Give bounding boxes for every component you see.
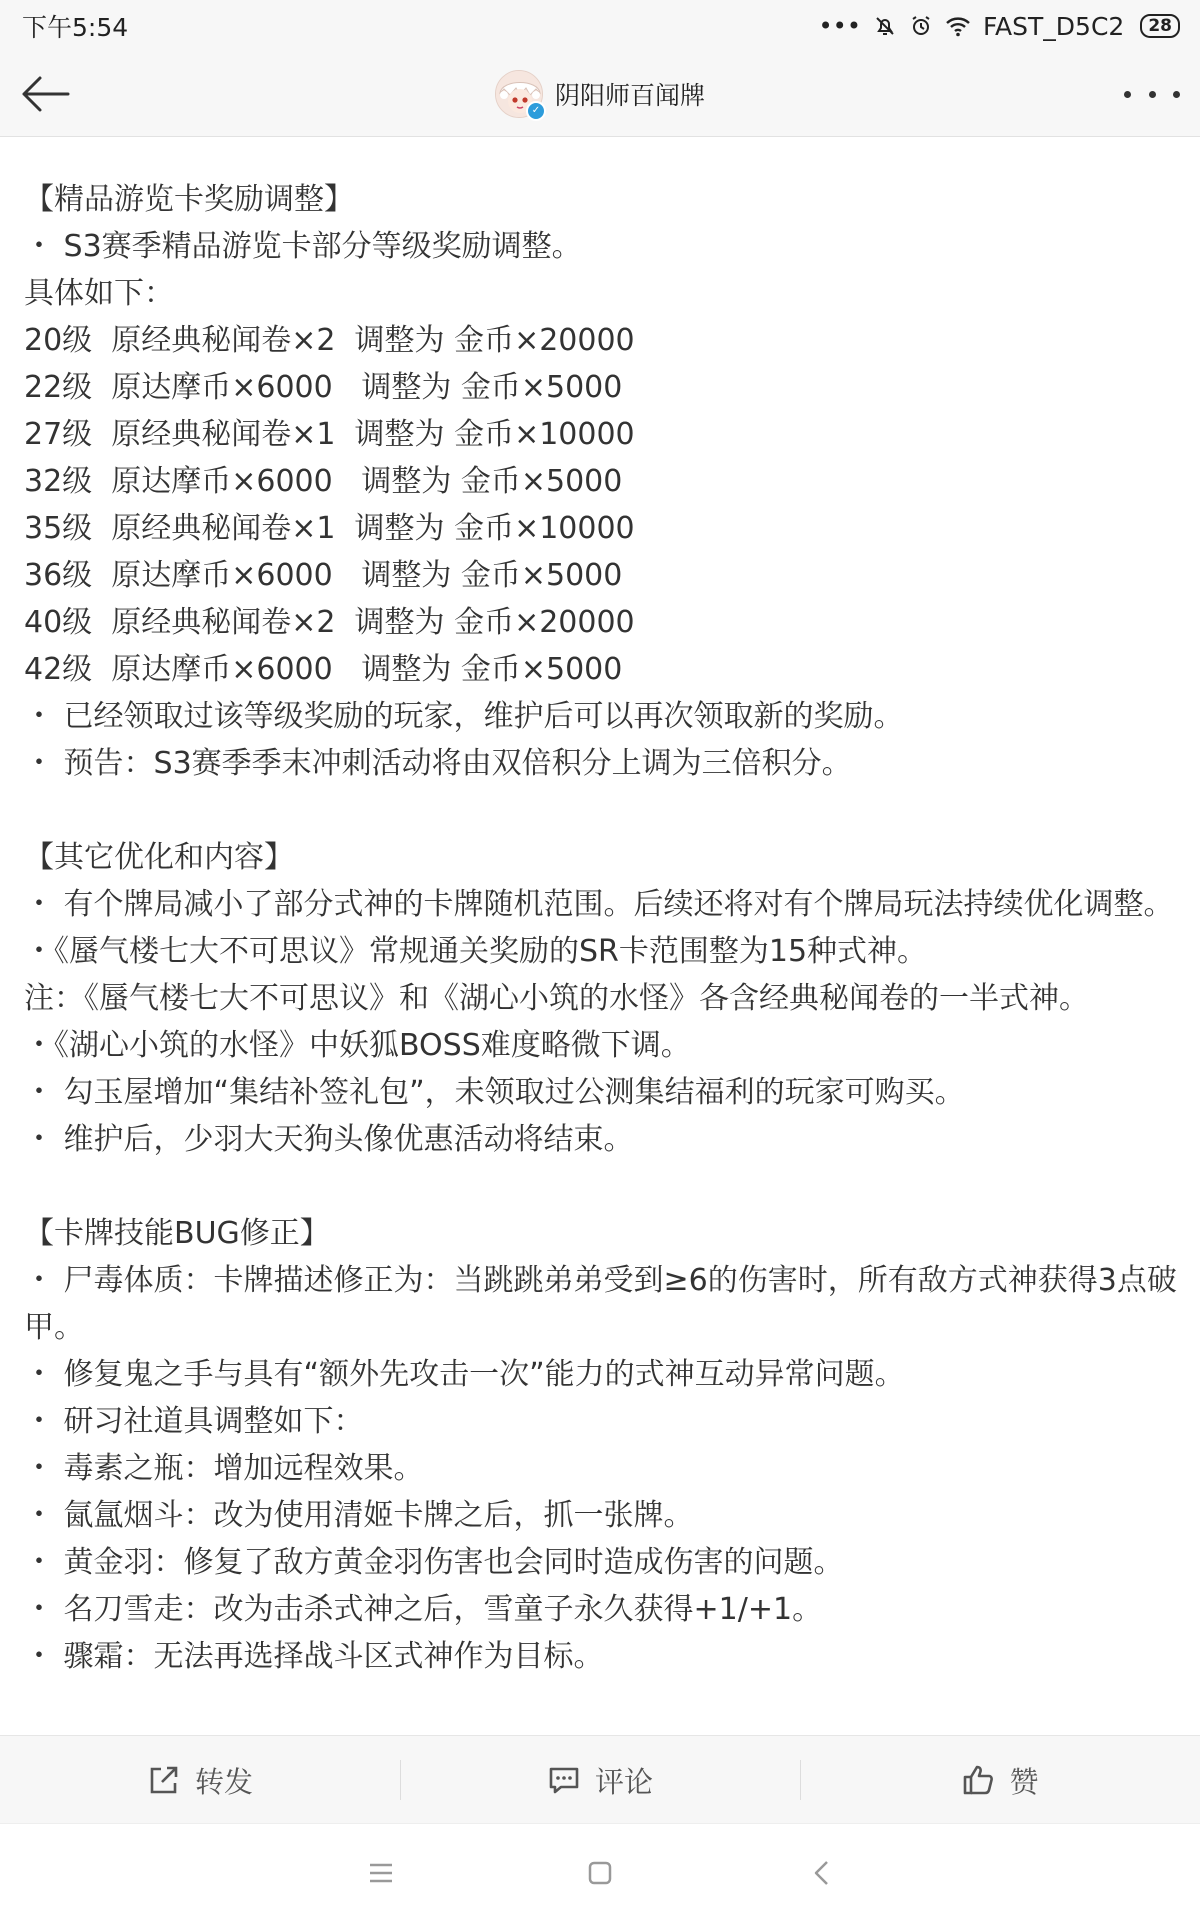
home-icon — [575, 1848, 625, 1898]
share-icon — [147, 1763, 181, 1797]
repost-button[interactable] — [0, 1736, 400, 1824]
menu-button[interactable] — [356, 1848, 406, 1898]
blank-line — [24, 1163, 1184, 1210]
article-line: 20级 原经典秘闻卷×2 调整为 金币×20000 — [24, 323, 635, 358]
back-icon — [798, 1848, 848, 1898]
status-icons — [819, 12, 1181, 41]
comment-label: 评论 — [594, 1764, 653, 1799]
repost-label: 转发 — [194, 1764, 253, 1799]
system-nav-bar — [0, 1823, 1200, 1921]
article-line: ・ 研习社道具调整如下： — [24, 1404, 364, 1439]
avatar[interactable] — [495, 70, 543, 118]
back-arrow-icon — [18, 70, 72, 118]
action-bar — [0, 1735, 1200, 1824]
more-dots-icon: ••• — [818, 12, 861, 40]
status-time: 下午5:54 — [22, 13, 129, 42]
status-bar — [0, 0, 1200, 52]
article-body — [24, 176, 1184, 1680]
article-line: ・《蜃气楼七大不可思议》常规通关奖励的SR卡范围整为15种式神。 — [24, 934, 928, 969]
article-line: 具体如下： — [24, 276, 174, 311]
more-icon — [1149, 91, 1156, 98]
article-line: 40级 原经典秘闻卷×2 调整为 金币×20000 — [24, 605, 635, 640]
nav-header — [0, 52, 1200, 137]
article-line: ・ 尸毒体质：卡牌描述修正为：当跳跳弟弟受到≥6的伤害时，所有敌方式神获得3点破甲。 — [24, 1263, 1177, 1345]
article-line: ・ 氤氲烟斗：改为使用清姬卡牌之后，抓一张牌。 — [24, 1498, 694, 1533]
back-button[interactable] — [18, 70, 72, 118]
article-line: ・ 预告：S3赛季季末冲刺活动将由双倍积分上调为三倍积分。 — [24, 746, 852, 781]
alarm-icon — [909, 14, 933, 38]
article-line: 【精品游览卡奖励调整】 — [24, 182, 354, 217]
article-line: 【卡牌技能BUG修正】 — [24, 1216, 330, 1251]
thumbs-up-icon — [961, 1763, 995, 1797]
article-line: 36级 原达摩币×6000 调整为 金币×5000 — [24, 558, 623, 593]
article-line: 27级 原经典秘闻卷×1 调整为 金币×10000 — [24, 417, 635, 452]
article-line: 32级 原达摩币×6000 调整为 金币×5000 — [24, 464, 623, 499]
verified-icon: ✓ — [526, 101, 546, 121]
system-back-button[interactable] — [798, 1848, 848, 1898]
comment-button[interactable] — [400, 1736, 800, 1824]
more-icon — [1124, 91, 1131, 98]
article-line: ・《湖心小筑的水怪》中妖狐BOSS难度略微下调。 — [24, 1028, 691, 1063]
article-line: ・ 勾玉屋增加“集结补签礼包”，未领取过公测集结福利的玩家可购买。 — [24, 1075, 965, 1110]
blank-line — [24, 787, 1184, 834]
article-line: 注：《蜃气楼七大不可思议》和《湖心小筑的水怪》各含经典秘闻卷的一半式神。 — [24, 981, 1089, 1016]
article-line: ・ 修复鬼之手与具有“额外先攻击一次”能力的式神互动异常问题。 — [24, 1357, 905, 1392]
nav-center — [0, 52, 1200, 136]
menu-icon — [356, 1848, 406, 1898]
wifi-name: FAST_D5C2 — [982, 11, 1125, 41]
article-line: 42级 原达摩币×6000 调整为 金币×5000 — [24, 652, 623, 687]
article-line: ・ S3赛季精品游览卡部分等级奖励调整。 — [24, 229, 582, 264]
wifi-icon — [945, 15, 971, 37]
article-line: 【其它优化和内容】 — [24, 840, 294, 875]
article-line: ・ 毒素之瓶：增加远程效果。 — [24, 1451, 424, 1486]
comment-icon — [547, 1763, 581, 1797]
article-line: ・ 骤霜：无法再选择战斗区式神作为目标。 — [24, 1639, 604, 1674]
battery-icon: 28 — [1140, 14, 1180, 38]
article-line: 22级 原达摩币×6000 调整为 金币×5000 — [24, 370, 623, 405]
article-line: ・ 有个牌局减小了部分式神的卡牌随机范围。后续还将对有个牌局玩法持续优化调整。 — [24, 887, 1174, 922]
mute-bell-icon — [873, 14, 897, 38]
page-title[interactable]: 阴阳师百闻牌 — [554, 81, 705, 110]
article-line: ・ 名刀雪走：改为击杀式神之后，雪童子永久获得+1/+1。 — [24, 1592, 823, 1627]
more-icon — [1173, 91, 1180, 98]
like-label: 赞 — [1009, 1764, 1039, 1799]
like-button[interactable] — [800, 1736, 1200, 1824]
home-button[interactable] — [575, 1848, 625, 1898]
article-line: ・ 维护后，少羽大天狗头像优惠活动将结束。 — [24, 1122, 634, 1157]
article-line: ・ 黄金羽：修复了敌方黄金羽伤害也会同时造成伤害的问题。 — [24, 1545, 844, 1580]
article-line: ・ 已经领取过该等级奖励的玩家，维护后可以再次领取新的奖励。 — [24, 699, 904, 734]
more-button[interactable] — [1124, 70, 1180, 118]
article-line: 35级 原经典秘闻卷×1 调整为 金币×10000 — [24, 511, 635, 546]
